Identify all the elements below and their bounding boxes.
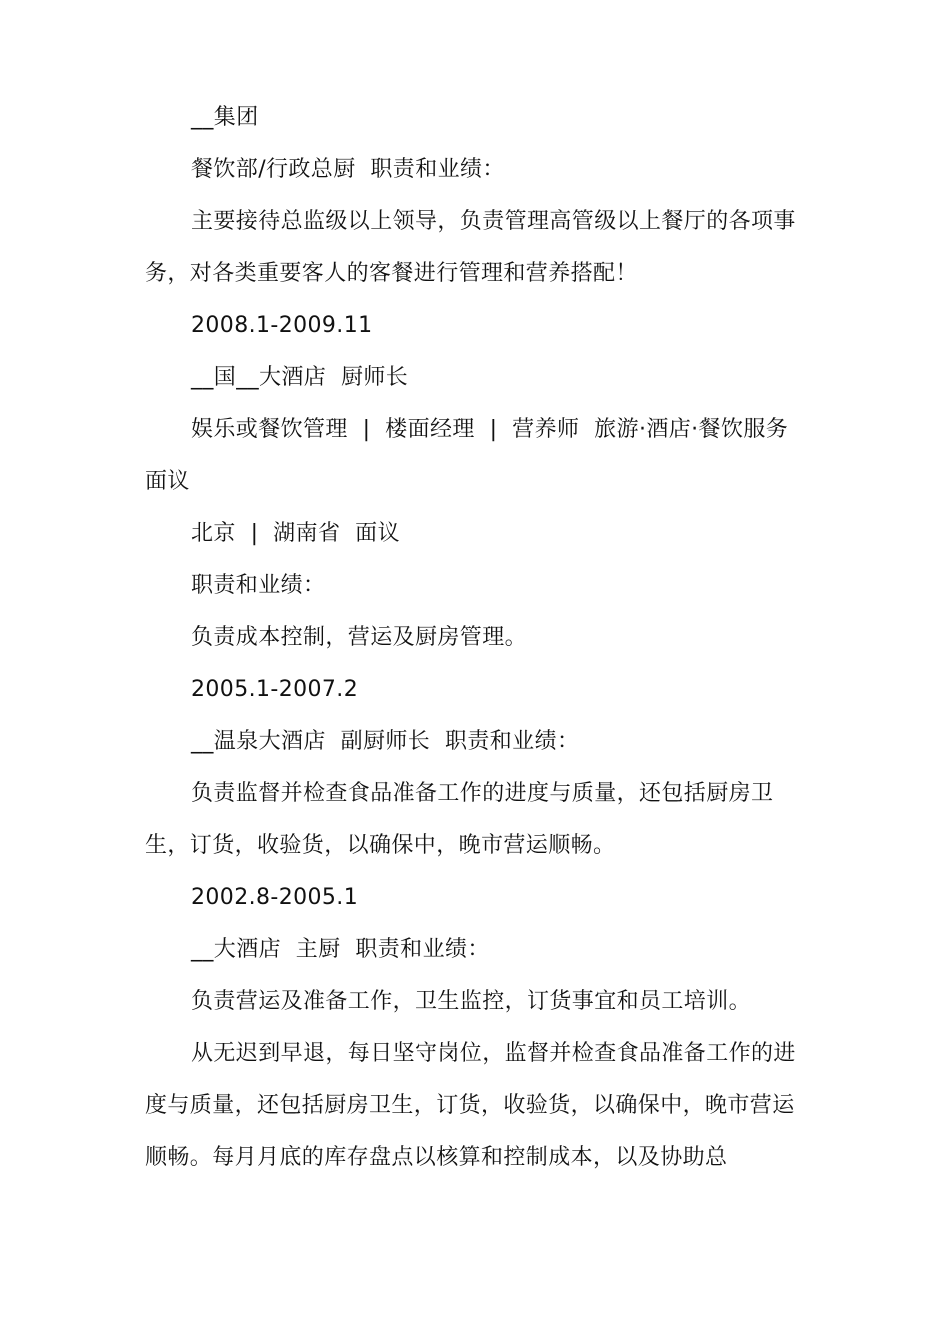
section-label: 职责和业绩： bbox=[191, 573, 326, 598]
company-line: __温泉大酒店 副厨师长 职责和业绩： bbox=[191, 729, 580, 754]
job-category-line: 娱乐或餐饮管理 | 楼面经理 | 营养师 旅游·酒店·餐饮服务 面议 bbox=[145, 417, 803, 494]
company-line: __大酒店 主厨 职责和业绩： bbox=[191, 937, 490, 962]
document-body bbox=[145, 92, 815, 1184]
duty-paragraph: 负责成本控制，营运及厨房管理。 bbox=[191, 625, 528, 650]
location-line: 北京 | 湖南省 面议 bbox=[191, 521, 400, 546]
date-range: 2008.1-2009.11 bbox=[191, 313, 373, 338]
duty-paragraph: 负责监督并检查食品准备工作的进度与质量，还包括厨房卫生，订货，收验货，以确保中，晚市营运顺畅。 bbox=[145, 781, 774, 858]
date-range: 2002.8-2005.1 bbox=[191, 885, 359, 910]
company-line: __国__大酒店 厨师长 bbox=[191, 365, 409, 390]
duty-paragraph: 主要接待总监级以上领导，负责管理高管级以上餐厅的各项事务，对各类重要客人的客餐进行管理和营养搭配！ bbox=[145, 209, 796, 286]
position-line: 餐饮部/行政总厨 职责和业绩： bbox=[191, 157, 505, 182]
duty-paragraph: 从无迟到早退，每日坚守岗位，监督并检查食品准备工作的进度与质量，还包括厨房卫生，订货，收验货，以确保中，晚市营运顺畅。每月月底的库存盘点以核算和控制成本，以及协助总 bbox=[145, 1041, 796, 1170]
duty-paragraph: 负责营运及准备工作，卫生监控，订货事宜和员工培训。 bbox=[191, 989, 752, 1014]
date-range: 2005.1-2007.2 bbox=[191, 677, 359, 702]
company-line: __集团 bbox=[191, 105, 259, 130]
